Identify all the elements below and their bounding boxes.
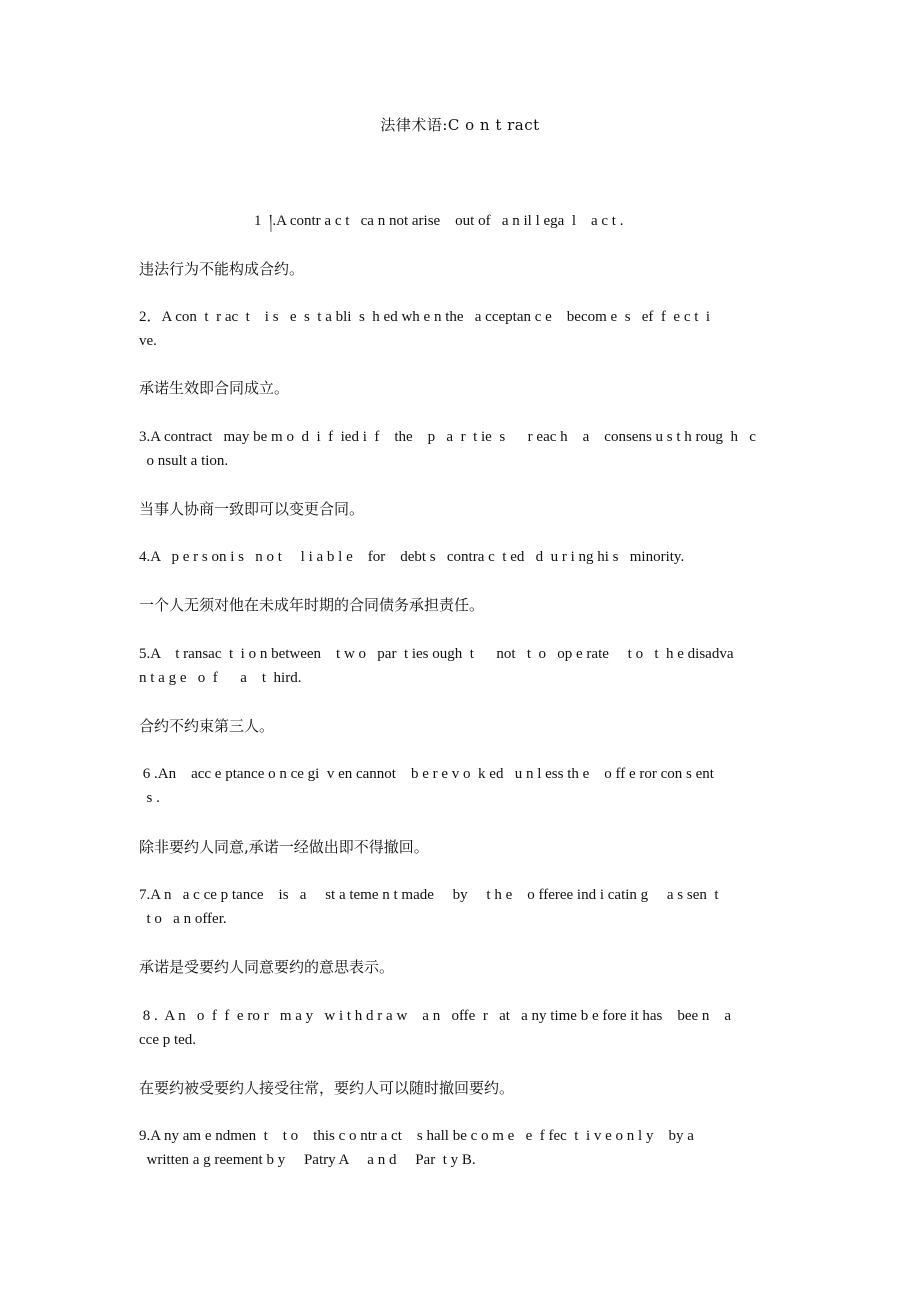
item-3-chinese: 当事人协商一致即可以变更合同。 [139,500,365,518]
item-6-english-line-1: 6 .An acc e ptance o n ce gi v en cannot b e r e v o k ed u n l ess th e o ff e ror con s ent [139,766,714,782]
item-6-chinese: 除非要约人同意,承诺一经做出即不得撤回。 [139,838,429,856]
item-1-english: 1 །.A contr a c t ca n not arise out of a n il l ega l a c t . [254,213,624,229]
item-7-chinese: 承诺是受要约人同意要约的意思表示。 [139,958,395,976]
item-7-english-line-2: t o a n offer. [139,911,227,927]
item-7-english-line-1: 7.A n a c ce p tance is a st a teme n t made by t h e o fferee ind i catin g a s sen t [139,887,719,903]
item-6-english-line-2: s . [139,790,160,806]
item-4-english: 4.A p e r s on i s n o t l i a b l e for debt s contra c t ed d u r i ng hi s minority. [139,549,685,565]
item-2-chinese: 承诺生效即合同成立。 [139,379,290,397]
item-2-english-line-1: 2．A con t r ac t i s e s t a bli s h ed wh e n the a cceptan c e becom e s ef f e c t i [139,309,711,325]
item-3-english-line-1: 3.A contract may be m o d i f ied i f the p a r t ie s r eac h a consens u s t h roug h c [139,429,756,445]
document-title: 法律术语:C o n t ract [380,116,540,134]
item-5-chinese: 合约不约束第三人。 [139,717,275,735]
item-4-chinese: 一个人无须对他在未成年时期的合同债务承担责任。 [139,596,485,614]
item-2-english-line-2: ve. [139,333,157,349]
item-8-chinese: 在要约被受要约人接受往常，要约人可以随时撤回要约。 [139,1079,515,1097]
item-3-english-line-2: o nsult a tion. [139,453,229,469]
item-1-chinese: 违法行为不能构成合约。 [139,260,305,278]
item-8-english-line-1: 8 . A n o f f e ro r m a y w i t h d r a w a n offe r at a ny time b e fore it has bee n a [139,1008,732,1024]
item-5-english-line-2: n t a g e o f a t hird. [139,670,302,686]
item-9-english-line-1: 9.A ny am e ndmen t t o this c o ntr a ct s hall be c o m e e f fec t i v e o n l y by a [139,1128,694,1144]
item-8-english-line-2: cce p ted. [139,1032,197,1048]
item-9-english-line-2: written a g reement b y Patry A a n d Par t y B. [139,1152,476,1168]
item-5-english-line-1: 5.A t ransac t i o n between t w o par t ies ough t not t o op e rate t o t h e disadva [139,646,734,662]
